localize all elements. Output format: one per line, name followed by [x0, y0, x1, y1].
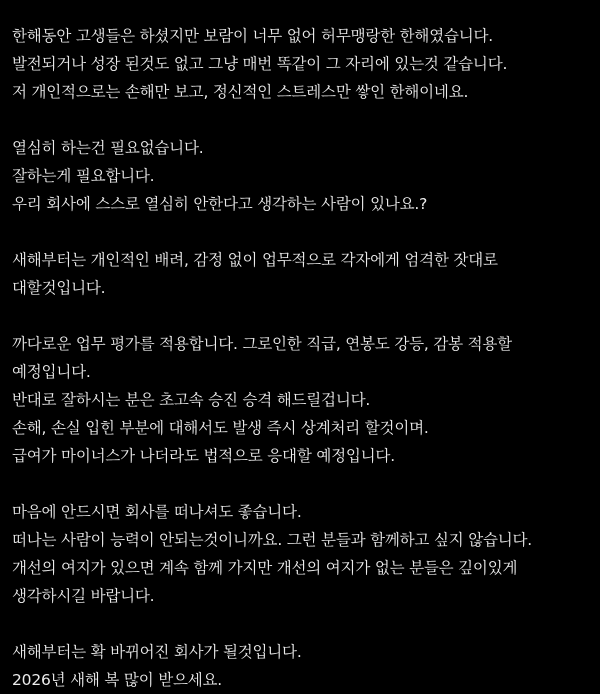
message-line: 생각하시길 바랍니다.: [12, 587, 155, 605]
message-line: 손해, 손실 입힌 부분에 대해서도 발생 즉시 상계처리 할것이며.: [12, 419, 429, 437]
message-line: 예정입니다.: [12, 363, 91, 381]
message-line: 잘하는게 필요합니다.: [12, 167, 155, 185]
message-line: 새해부터는 확 바뀌어진 회사가 될것입니다.: [12, 643, 302, 661]
message-line: 급여가 마이너스가 나더라도 법적으로 응대할 예정입니다.: [12, 447, 395, 465]
message-line: 발전되거나 성장 된것도 없고 그냥 매번 똑같이 그 자리에 있는것 같습니다.: [12, 55, 508, 73]
blank-line: [12, 470, 594, 498]
message-line: 새해부터는 개인적인 배려, 감정 없이 업무적으로 각자에게 엄격한 잣대로: [12, 251, 498, 269]
blank-line: [12, 302, 594, 330]
message-line: 우리 회사에 스스로 열심히 안한다고 생각하는 사람이 있나요.?: [12, 195, 428, 213]
blank-line: [12, 218, 594, 246]
message-line: 저 개인적으로는 손해만 보고, 정신적인 스트레스만 쌓인 한해이네요.: [12, 83, 469, 101]
message-line: 까다로운 업무 평가를 적용합니다. 그로인한 직급, 연봉도 강등, 감봉 적용할: [12, 335, 512, 353]
message-body: [12, 22, 594, 694]
message-line: 마음에 안드시면 회사를 떠나셔도 좋습니다.: [12, 503, 302, 521]
message-line: 반대로 잘하시는 분은 초고속 승진 승격 해드릴겁니다.: [12, 391, 371, 409]
message-line: 대할것입니다.: [12, 279, 106, 297]
blank-line: [12, 610, 594, 638]
message-line: 한해동안 고생들은 하셨지만 보람이 너무 없어 허무맹랑한 한해였습니다.: [12, 27, 494, 45]
message-line: 2026년 새해 복 많이 받으세요.: [12, 671, 223, 689]
message-line: 개선의 여지가 있으면 계속 함께 가지만 개선의 여지가 없는 분들은 깊이있게: [12, 559, 518, 577]
message-line: 열심히 하는건 필요없습니다.: [12, 139, 204, 157]
message-line: 떠나는 사람이 능력이 안되는것이니까요. 그런 분들과 함께하고 싶지 않습니다.: [12, 531, 533, 549]
blank-line: [12, 106, 594, 134]
